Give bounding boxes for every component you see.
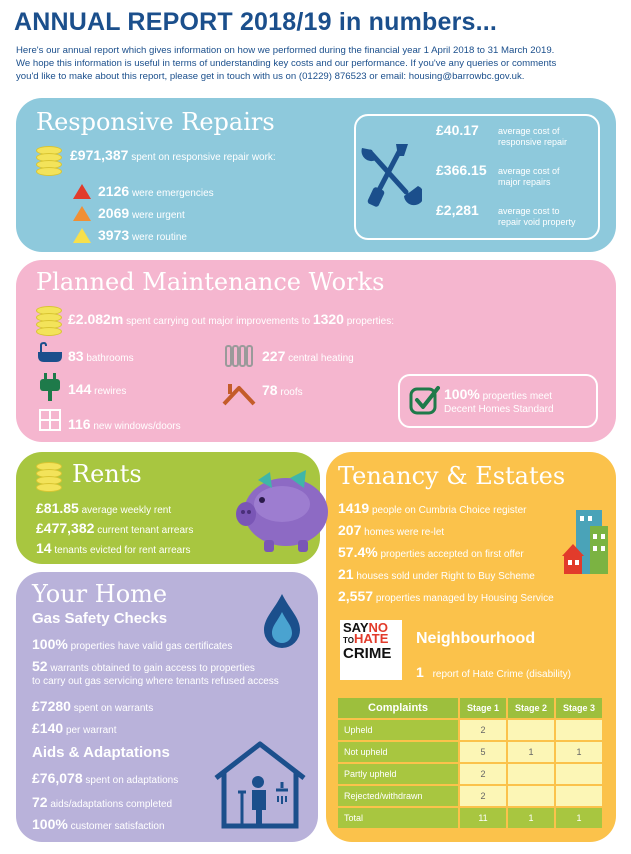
complaints-cell	[555, 719, 603, 741]
repair-cost-text: average cost of	[498, 126, 560, 136]
planned-item	[68, 416, 181, 432]
planned-item-value: 83	[68, 348, 84, 364]
complaints-cell: 2	[459, 785, 507, 807]
tenancy-item-value: 21	[338, 566, 354, 582]
routine-triangle-icon	[73, 228, 91, 243]
gas-safety-heading: Gas Safety Checks	[32, 610, 168, 627]
repair-cost-value: £2,281	[436, 202, 479, 218]
tenancy-item	[338, 566, 535, 582]
tenancy-item-text: people on Cumbria Choice register	[371, 505, 527, 516]
table-row	[337, 763, 603, 785]
urgent-triangle-icon	[73, 206, 91, 221]
repairs-item	[98, 183, 214, 199]
complaints-cell	[555, 785, 603, 807]
neighbourhood-heading: Neighbourhood	[416, 630, 536, 647]
planned-maintenance-heading: Planned Maintenance Works	[36, 268, 385, 296]
per-warrant-text: per warrant	[65, 725, 117, 736]
responsive-repairs-heading: Responsive Repairs	[36, 108, 275, 136]
repair-cost-text: average cost of	[498, 166, 560, 176]
tenancy-item-text: homes were re-let	[364, 527, 445, 538]
table-row	[337, 741, 603, 763]
repair-cost-value: £366.15	[436, 162, 487, 178]
page-title: ANNUAL REPORT 2018/19 in numbers...	[14, 8, 498, 36]
table-row	[337, 785, 603, 807]
complaints-label: Partly upheld	[337, 763, 459, 785]
radiator-icon	[224, 344, 256, 368]
planned-item	[262, 348, 354, 364]
repair-cost-item	[436, 202, 479, 218]
tenancy-item-text: properties managed by Housing Service	[375, 593, 554, 604]
table-row	[337, 807, 603, 829]
piggy-bank-icon	[234, 462, 334, 554]
repair-cost-text: responsive repair	[498, 137, 568, 147]
hate-crime-text: report of Hate Crime (disability)	[432, 669, 571, 680]
complaints-cell: 2	[459, 719, 507, 741]
intro-line: you'd like to make about this report, please get in touch with us on (01229) 876523 or email: housing@barrowbc.gov.uk.	[16, 71, 525, 82]
coins-icon	[36, 146, 62, 176]
tenancy-item-value: 2,557	[338, 588, 374, 604]
emergency-triangle-icon	[73, 184, 91, 199]
repair-cost-text: major repairs	[498, 177, 551, 187]
repairs-item-text: were urgent	[131, 210, 185, 221]
rents-item-text: current tenant arrears	[97, 525, 194, 536]
repair-cost-text: repair void property	[498, 217, 576, 227]
repairs-item-value: 3973	[98, 227, 130, 243]
per-warrant-value: £140	[32, 720, 64, 736]
logo-text: TO	[343, 636, 354, 645]
tenancy-item-text: properties accepted on first offer	[380, 549, 524, 560]
complaints-label: Rejected/withdrawn	[337, 785, 459, 807]
repair-cost-item	[436, 122, 479, 138]
repairs-item	[98, 205, 185, 221]
aids-spend-text: spent on adaptations	[85, 775, 179, 786]
tenancy-item	[338, 544, 524, 560]
planned-item-text: bathrooms	[86, 353, 134, 364]
complaints-label: Upheld	[337, 719, 459, 741]
warrants-spend-text: spent on warrants	[73, 703, 154, 714]
tenancy-estates-heading: Tenancy & Estates	[338, 462, 566, 490]
complaints-cell	[555, 763, 603, 785]
complaints-cell	[507, 763, 555, 785]
complaints-label: Not upheld	[337, 741, 459, 763]
planned-item	[68, 381, 126, 397]
repairs-spend-value: £971,387	[70, 147, 129, 163]
complaints-cell: 1	[555, 807, 603, 829]
planned-spend-text: spent carrying out major improvements to	[126, 316, 311, 327]
say-no-to-hate-crime-logo	[340, 620, 402, 680]
complaints-header: Stage 3	[555, 697, 603, 719]
planned-item-text: rewires	[94, 386, 127, 397]
complaints-table	[336, 696, 604, 830]
complaints-cell: 11	[459, 807, 507, 829]
gas-valid-text: properties have valid gas certificates	[70, 641, 233, 652]
gas-valid-value: 100%	[32, 636, 68, 652]
complaints-cell: 2	[459, 763, 507, 785]
gas-flame-icon	[262, 592, 302, 648]
repairs-item-text: were routine	[131, 232, 187, 243]
rents-item-text: average weekly rent	[81, 505, 172, 516]
rents-item	[36, 520, 193, 536]
planned-item-value: 78	[262, 382, 278, 398]
complaints-cell	[507, 719, 555, 741]
intro-text	[16, 44, 620, 83]
bath-icon	[36, 342, 64, 364]
tenancy-item	[338, 500, 526, 516]
planned-item-text: new windows/doors	[93, 421, 181, 432]
rents-item-value: 14	[36, 540, 52, 556]
planned-item-text: central heating	[288, 353, 354, 364]
complaints-header: Stage 2	[507, 697, 555, 719]
complaints-header: Complaints	[337, 697, 459, 719]
aids-spend-value: £76,078	[32, 770, 83, 786]
satisfaction-text: customer satisfaction	[70, 821, 165, 832]
planned-item-text: roofs	[280, 387, 303, 398]
checkmark-icon	[408, 384, 440, 416]
intro-line: Here's our annual report which gives information on how we performed during the financial year 1 April 2018 to 31 March 2019.	[16, 45, 555, 56]
satisfaction-value: 100%	[32, 816, 68, 832]
complaints-header: Stage 1	[459, 697, 507, 719]
planned-item	[262, 382, 303, 398]
rents-item	[36, 540, 191, 556]
repairs-item-value: 2069	[98, 205, 130, 221]
planned-spend-suffix: properties:	[346, 316, 394, 327]
complaints-cell	[507, 785, 555, 807]
intro-line: We hope this information is useful in terms of understanding key costs and our performance. If you've any queries or comments	[16, 58, 557, 69]
complaints-cell: 1	[507, 741, 555, 763]
aids-count-text: aids/adaptations completed	[50, 799, 173, 810]
repairs-item	[98, 227, 187, 243]
complaints-label: Total	[337, 807, 459, 829]
logo-text: HATE	[353, 631, 389, 646]
coins-icon	[36, 462, 62, 492]
tenancy-item-value: 207	[338, 522, 362, 538]
your-home-heading: Your Home	[32, 580, 168, 608]
rents-item	[36, 500, 171, 516]
logo-text: CRIME	[343, 645, 392, 662]
hate-crime-count: 1	[416, 664, 424, 680]
complaints-cell: 1	[507, 807, 555, 829]
tenancy-item-text: houses sold under Right to Buy Scheme	[356, 571, 535, 582]
rents-item-value: £477,382	[36, 520, 95, 536]
repair-cost-item	[436, 162, 487, 178]
tools-icon	[360, 140, 422, 212]
warrants-text: to carry out gas servicing where tenants refused access	[32, 676, 279, 687]
complaints-cell: 1	[555, 741, 603, 763]
warrants-spend-value: £7280	[32, 698, 71, 714]
warrants-text: warrants obtained to gain access to properties	[50, 663, 255, 674]
roof-icon	[222, 382, 256, 406]
aids-adaptations-heading: Aids & Adaptations	[32, 744, 170, 761]
coins-icon	[36, 306, 62, 336]
repairs-spend-text: spent on responsive repair work:	[131, 152, 276, 163]
decent-homes-text: properties meet	[482, 391, 553, 402]
decent-homes-value: 100%	[444, 386, 480, 402]
rents-item-text: tenants evicted for rent arrears	[54, 545, 191, 556]
plug-icon	[38, 373, 62, 401]
accessible-shower-icon	[212, 738, 308, 830]
planned-item-value: 227	[262, 348, 286, 364]
table-row	[337, 719, 603, 741]
tenancy-item	[338, 522, 444, 538]
decent-homes-text: Decent Homes Standard	[444, 404, 554, 415]
repair-cost-value: £40.17	[436, 122, 479, 138]
logo-text: NO	[368, 620, 389, 635]
logo-text: SAY	[343, 620, 369, 635]
planned-item-value: 116	[68, 416, 91, 432]
repairs-item-value: 2126	[98, 183, 130, 199]
aids-count-value: 72	[32, 794, 48, 810]
planned-item	[68, 348, 134, 364]
rents-heading: Rents	[72, 460, 142, 488]
warrants-value: 52	[32, 658, 48, 674]
planned-item-value: 144	[68, 381, 92, 397]
repairs-item-text: were emergencies	[131, 188, 214, 199]
planned-spend-count: 1320	[312, 311, 344, 327]
window-icon	[38, 408, 62, 432]
rents-item-value: £81.85	[36, 500, 79, 516]
tenancy-item-value: 57.4%	[338, 544, 378, 560]
repair-cost-text: average cost to	[498, 206, 560, 216]
complaints-cell: 5	[459, 741, 507, 763]
tenancy-item	[338, 588, 554, 604]
tenancy-item-value: 1419	[338, 500, 370, 516]
planned-spend-value: £2.082m	[68, 311, 124, 327]
houses-icon	[562, 510, 610, 580]
